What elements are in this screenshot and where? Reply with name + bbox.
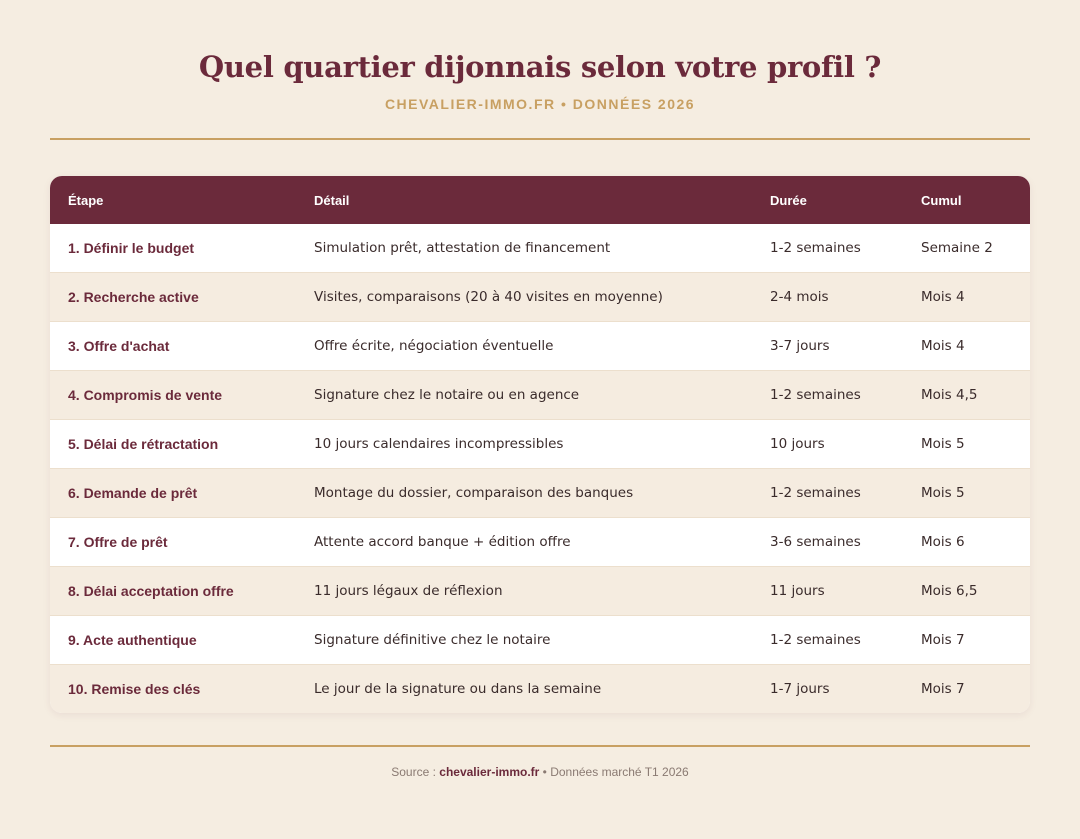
row-cumul: Mois 7 <box>903 616 1030 665</box>
table-row <box>50 322 1030 371</box>
row-duration: 3-7 jours <box>752 322 903 371</box>
table-header <box>50 176 1030 224</box>
row-step: 2. Recherche active <box>50 273 296 322</box>
column-header-step: Étape <box>50 176 296 224</box>
page-header <box>0 0 1080 112</box>
table-row <box>50 616 1030 665</box>
row-detail: Offre écrite, négociation éventuelle <box>296 322 752 371</box>
row-duration: 10 jours <box>752 420 903 469</box>
row-step: 7. Offre de prêt <box>50 518 296 567</box>
table-row <box>50 273 1030 322</box>
row-step: 8. Délai acceptation offre <box>50 567 296 616</box>
table-row <box>50 469 1030 518</box>
row-cumul: Mois 5 <box>903 469 1030 518</box>
row-duration: 1-2 semaines <box>752 224 903 273</box>
row-detail: 10 jours calendaires incompressibles <box>296 420 752 469</box>
source-brand-link[interactable]: chevalier-immo.fr <box>439 765 540 779</box>
column-header-cumul: Cumul <box>903 176 1030 224</box>
row-cumul: Mois 4,5 <box>903 371 1030 420</box>
row-duration: 2-4 mois <box>752 273 903 322</box>
steps-table <box>50 176 1030 713</box>
row-step: 9. Acte authentique <box>50 616 296 665</box>
source-suffix: • Données marché T1 2026 <box>539 765 689 779</box>
row-duration: 1-2 semaines <box>752 371 903 420</box>
row-detail: 11 jours légaux de réflexion <box>296 567 752 616</box>
bottom-divider <box>50 745 1030 747</box>
row-detail: Visites, comparaisons (20 à 40 visites en moyenne) <box>296 273 752 322</box>
row-step: 1. Définir le budget <box>50 224 296 273</box>
row-duration: 11 jours <box>752 567 903 616</box>
row-step: 3. Offre d'achat <box>50 322 296 371</box>
row-duration: 3-6 semaines <box>752 518 903 567</box>
row-step: 5. Délai de rétractation <box>50 420 296 469</box>
row-cumul: Mois 4 <box>903 322 1030 371</box>
table-row <box>50 224 1030 273</box>
page-title: Quel quartier dijonnais selon votre profil ? <box>198 50 882 84</box>
row-cumul: Mois 7 <box>903 665 1030 714</box>
column-header-detail: Détail <box>296 176 752 224</box>
row-detail: Signature chez le notaire ou en agence <box>296 371 752 420</box>
row-duration: 1-7 jours <box>752 665 903 714</box>
table-row <box>50 567 1030 616</box>
row-detail: Montage du dossier, comparaison des banques <box>296 469 752 518</box>
row-detail: Attente accord banque + édition offre <box>296 518 752 567</box>
row-step: 10. Remise des clés <box>50 665 296 714</box>
row-step: 6. Demande de prêt <box>50 469 296 518</box>
table-header-row <box>50 176 1030 224</box>
table-row <box>50 665 1030 714</box>
top-divider <box>50 138 1030 140</box>
source-prefix: Source : <box>391 765 440 779</box>
row-detail: Le jour de la signature ou dans la semaine <box>296 665 752 714</box>
table-row <box>50 420 1030 469</box>
row-duration: 1-2 semaines <box>752 616 903 665</box>
table-body <box>50 224 1030 713</box>
row-detail: Signature définitive chez le notaire <box>296 616 752 665</box>
row-detail: Simulation prêt, attestation de financement <box>296 224 752 273</box>
table-row <box>50 371 1030 420</box>
row-cumul: Mois 4 <box>903 273 1030 322</box>
column-header-duration: Durée <box>752 176 903 224</box>
row-cumul: Mois 5 <box>903 420 1030 469</box>
row-step: 4. Compromis de vente <box>50 371 296 420</box>
steps-table-container <box>50 176 1030 713</box>
row-cumul: Semaine 2 <box>903 224 1030 273</box>
table-row <box>50 518 1030 567</box>
source-footer <box>0 765 1080 779</box>
row-cumul: Mois 6 <box>903 518 1030 567</box>
row-cumul: Mois 6,5 <box>903 567 1030 616</box>
page-subtitle: CHEVALIER-IMMO.FR • DONNÉES 2026 <box>384 96 696 112</box>
row-duration: 1-2 semaines <box>752 469 903 518</box>
